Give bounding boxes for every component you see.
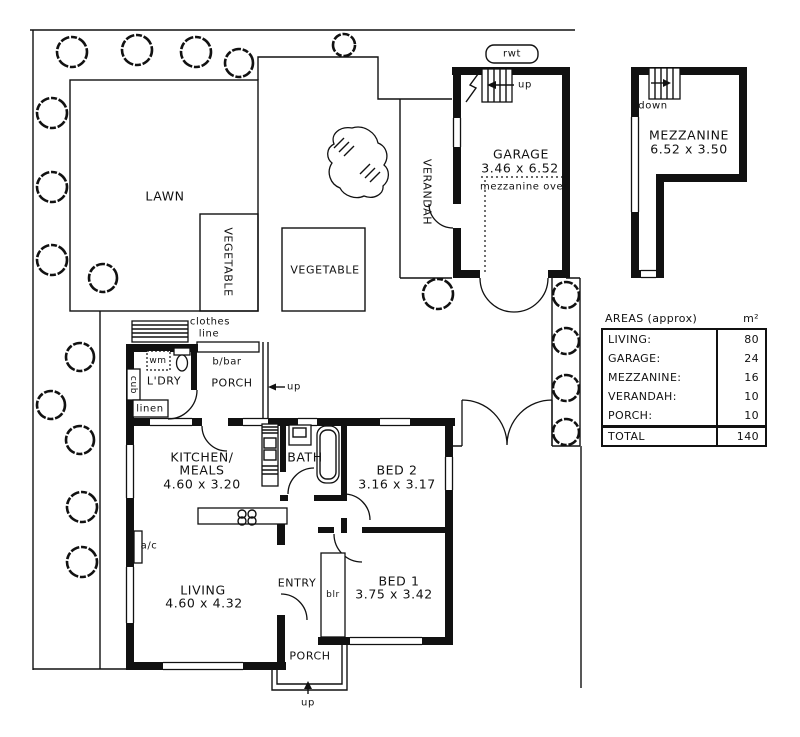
vegetable-patch-1-label: VEGETABLE	[221, 227, 235, 297]
front-porch-label: PORCH	[289, 649, 331, 663]
garage-name-label: GARAGE	[493, 146, 549, 162]
kitchen-name-label-2: MEALS	[179, 462, 225, 478]
washing-machine-label: wm	[149, 356, 167, 366]
shrub-icon	[328, 127, 389, 198]
areas-row-garage	[603, 349, 765, 368]
areas-row-label: TOTAL	[608, 430, 645, 443]
mezzanine-over-label: mezzanine over	[479, 181, 569, 193]
house-walls	[126, 344, 455, 670]
bed1-name-label: BED 1	[378, 573, 420, 589]
areas-row-value: 24	[716, 349, 765, 368]
mezzanine-dims-label: 6.52 x 3.50	[650, 141, 728, 157]
rear-porch-step-arrow	[268, 384, 285, 391]
mezzanine-down-label: down	[638, 100, 668, 112]
rear-porch-up-label: up	[287, 381, 301, 393]
vegetable-patch-2-label: VEGETABLE	[290, 263, 360, 277]
areas-row-label: PORCH:	[608, 409, 653, 422]
living-dims-label: 4.60 x 4.32	[165, 595, 243, 611]
breakfast-bar-label: b/bar	[212, 356, 242, 368]
areas-table-box	[601, 328, 767, 447]
areas-table-header	[601, 312, 767, 328]
areas-row-value: 80	[716, 330, 765, 349]
areas-row-label: VERANDAH:	[608, 390, 677, 403]
garage-dims-label: 3.46 x 6.52	[481, 160, 559, 176]
aircon-label: a/c	[140, 540, 158, 552]
kitchen-dims-label: 4.60 x 3.20	[163, 476, 241, 492]
areas-table	[601, 312, 767, 447]
robe-label: blr	[326, 590, 340, 600]
areas-row-value: 10	[716, 387, 765, 406]
linen-label: linen	[136, 403, 164, 415]
bed2-dims-label: 3.16 x 3.17	[358, 476, 436, 492]
mezzanine-name-label: MEZZANINE	[648, 127, 730, 143]
entry-label: ENTRY	[277, 576, 317, 590]
areas-row-mezzanine	[603, 368, 765, 387]
areas-table-title: AREAS (approx)	[605, 312, 698, 325]
rainwater-tank-label: rwt	[502, 48, 522, 60]
cupboard-label: cub	[128, 375, 138, 395]
verandah-label: VERANDAH	[420, 158, 434, 226]
areas-row-label: GARAGE:	[608, 352, 661, 365]
front-porch-up-label: up	[301, 697, 315, 709]
areas-row-label: LIVING:	[608, 333, 652, 346]
laundry-label: L'DRY	[146, 374, 182, 388]
living-name-label: LIVING	[180, 582, 226, 598]
garden-regions	[70, 57, 452, 311]
rear-porch-label: PORCH	[211, 376, 253, 390]
front-porch-step-arrow	[304, 681, 312, 694]
lawn-label: LAWN	[145, 188, 185, 204]
bed2-name-label: BED 2	[376, 462, 418, 478]
areas-table-unit: m²	[743, 312, 759, 325]
areas-row-value: 140	[716, 428, 765, 445]
kitchen-name-label-1: KITCHEN/	[170, 449, 234, 465]
areas-row-label: MEZZANINE:	[608, 371, 682, 384]
bed1-dims-label: 3.75 x 3.42	[355, 586, 433, 602]
areas-row-living	[603, 330, 765, 349]
bath-label: BATH	[287, 449, 323, 465]
areas-row-total	[603, 425, 765, 445]
clothesline-icon	[132, 321, 188, 342]
areas-row-verandah	[603, 387, 765, 406]
mezzanine-stairs-icon	[649, 68, 680, 99]
garage-stairs-up-label: up	[518, 79, 532, 91]
trees-group	[37, 34, 579, 577]
areas-row-value: 16	[716, 368, 765, 387]
areas-row-porch	[603, 406, 765, 425]
areas-row-value: 10	[716, 406, 765, 425]
clothesline-label-2: line	[198, 328, 220, 340]
clothesline-label-1: clothes	[189, 316, 231, 328]
